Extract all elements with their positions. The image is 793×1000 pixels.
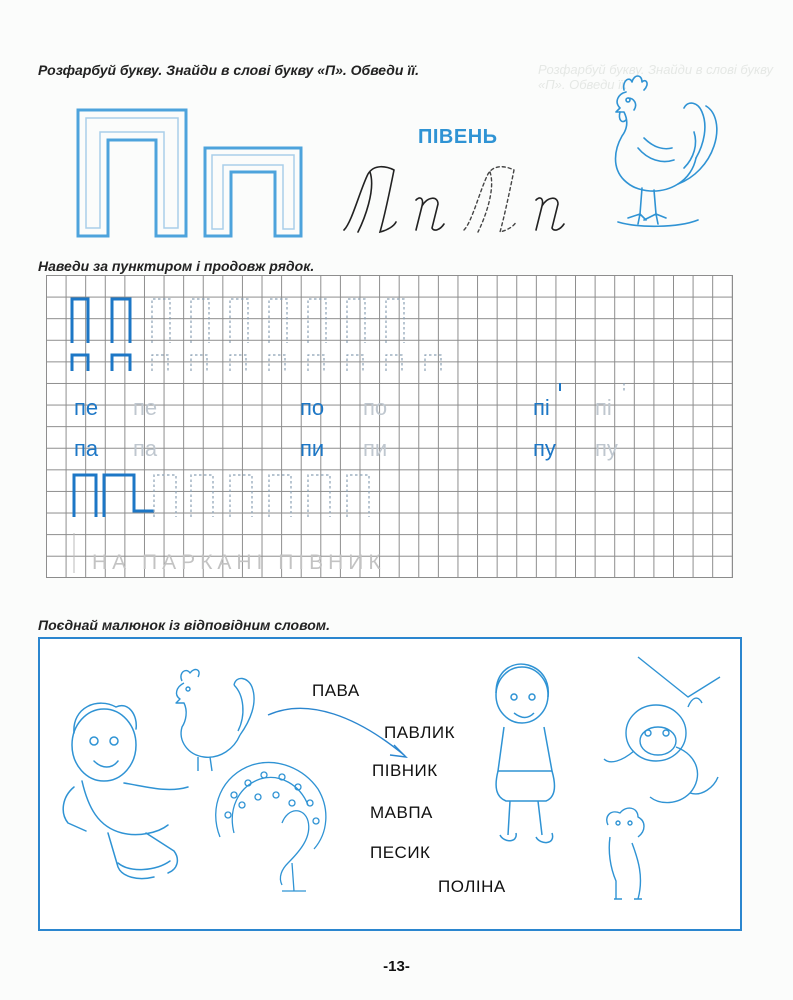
- trace-sentence: НА ПАРКАНІ ПІВНИК: [92, 551, 386, 574]
- outline-letter-big: [76, 108, 196, 238]
- instruction-match: Поєднай малюнок із відповідним словом.: [38, 617, 331, 633]
- syllable-pu-trace: пу: [595, 436, 618, 461]
- syllable-po-trace: по: [363, 395, 388, 420]
- syllable-pe: пе: [74, 395, 99, 420]
- script-letters-sample: [330, 160, 600, 240]
- boy-icon: [63, 703, 188, 878]
- page-number: -13-: [383, 958, 410, 975]
- syllable-py-trace: пи: [363, 436, 388, 461]
- word-piven: ПІВЕНЬ: [418, 126, 498, 148]
- syllable-pe-trace: пе: [133, 395, 158, 420]
- syllable-pi: пі: [533, 395, 550, 420]
- rooster-icon: [598, 68, 728, 240]
- match-word-pesyk[interactable]: ПЕСИК: [370, 843, 431, 862]
- match-word-polina[interactable]: ПОЛІНА: [438, 877, 506, 896]
- instruction-trace-row: Наведи за пунктиром і продовж рядок.: [38, 258, 315, 274]
- syllable-pa: па: [74, 436, 99, 461]
- match-word-pava[interactable]: ПАВА: [312, 681, 360, 700]
- rooster-icon: [176, 670, 254, 771]
- ghost-text: Розфарбуй букву. Знайди в слові букву «П». Обведи її.: [538, 62, 773, 92]
- connector-arrow: [268, 708, 404, 755]
- grid-letters-overlay: [46, 275, 732, 577]
- match-word-mavpa[interactable]: МАВПА: [370, 803, 433, 822]
- letter-p-solid: [112, 299, 130, 343]
- girl-icon: [496, 664, 554, 842]
- syllable-po: по: [300, 395, 325, 420]
- syllable-pu: пу: [533, 436, 556, 461]
- peacock-icon: [216, 762, 326, 891]
- syllable-pa-trace: па: [133, 436, 158, 461]
- match-word-pavlyk[interactable]: ПАВЛИК: [384, 723, 455, 742]
- instruction-color-letter: Розфарбуй букву. Знайди в слові букву «П». Обведи її.: [38, 62, 420, 78]
- monkey-icon: [604, 657, 720, 803]
- match-word-pivnyk[interactable]: ПІВНИК: [372, 761, 438, 780]
- letter-p-solid: [72, 299, 88, 343]
- outline-letter-small: [203, 146, 313, 238]
- puppy-icon: [607, 808, 644, 899]
- matching-pictures: [38, 637, 738, 929]
- syllable-py: пи: [300, 436, 325, 461]
- syllable-pi-trace: пі: [595, 395, 612, 420]
